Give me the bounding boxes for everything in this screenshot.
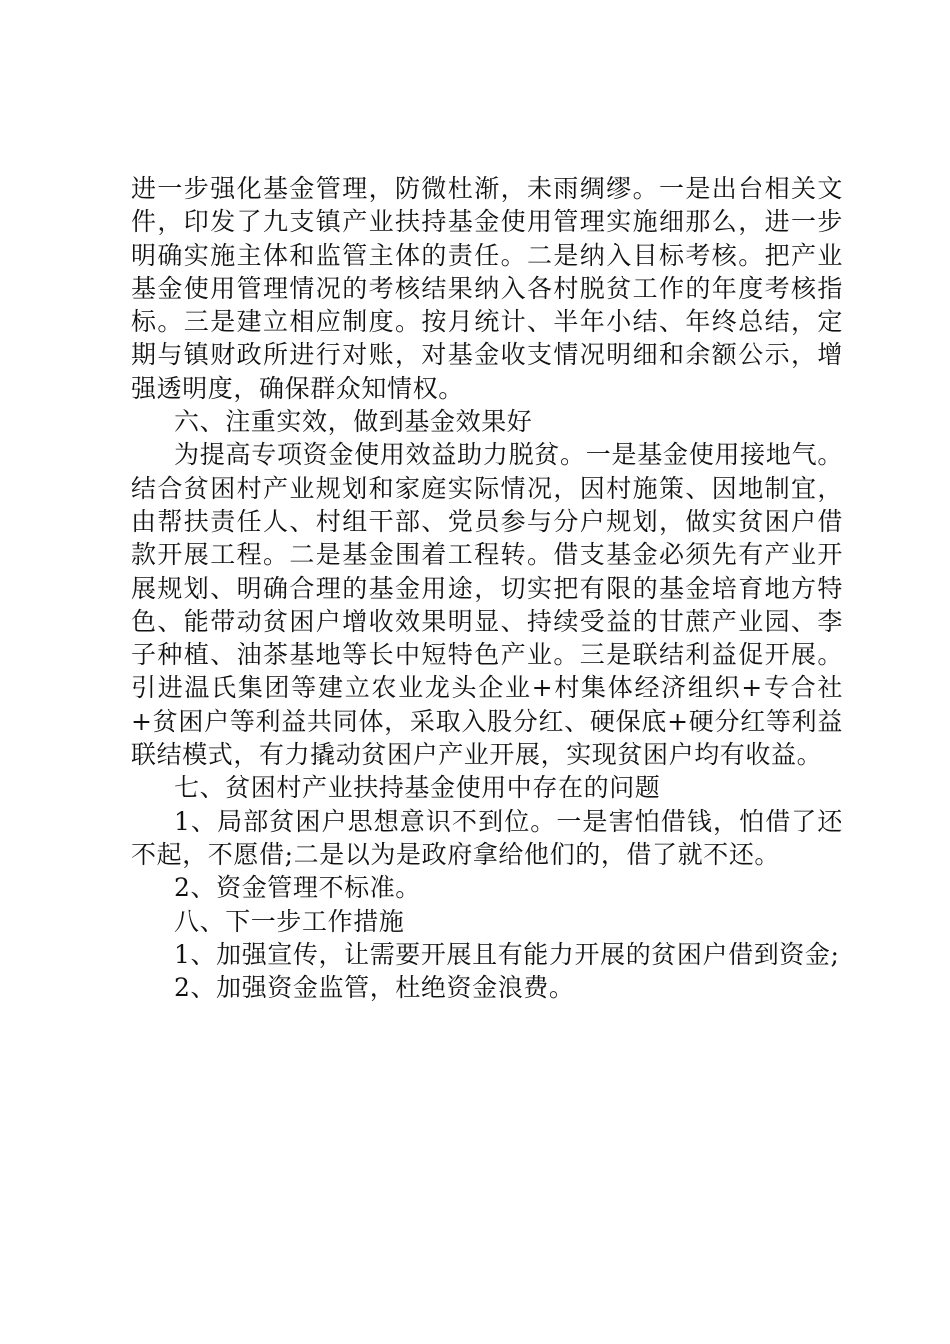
paragraph-problem-two: 2、资金管理不标准。: [174, 873, 421, 903]
heading-section-eight: 八、下一步工作措施: [174, 906, 405, 936]
paragraph-fund-management: 进一步强化基金管理，防微杜渐，未雨绸缪。一是出台相关文件，印发了九支镇产业扶持基金使用管理实施细那么，进一步明确实施主体和监管主体的责任。二是纳入目标考核。把产业基金使用管理情况的考核结果纳入各村脱贫工作的年度考核指标。三是建立相应制度。按月统计、半年小结、年终总结，定期与镇财政所进行对账，对基金收支情况明细和余额公示，增强透明度，确保群众知情权。: [131, 174, 843, 403]
paragraph-measure-one: 1、加强宣传，让需要开展且有能力开展的贫困户借到资金;: [174, 939, 840, 969]
paragraph-problem-one: 1、局部贫困户思想意识不到位。一是害怕借钱，怕借了还不起，不愿借;二是以为是政府拿给他们的，借了就不还。: [131, 806, 843, 869]
heading-section-six: 六、注重实效，做到基金效果好: [174, 407, 533, 437]
document-body: [131, 172, 843, 1004]
paragraph-fund-effectiveness: 为提高专项资金使用效益助力脱贫。一是基金使用接地气。结合贫困村产业规划和家庭实际情况，因村施策、因地制宜，由帮扶责任人、村组干部、党员参与分户规划，做实贫困户借款开展工程。二是基金围着工程转。借支基金必须先有产业开展规划、明确合理的基金用途，切实把有限的基金培育地方特色、能带动贫困户增收效果明显、持续受益的甘蔗产业园、李子种植、油茶基地等长中短特色产业。三是联结利益促开展。引进温氏集团等建立农业龙头企业+村集体经济组织+专合社+贫困户等利益共同体，采取入股分红、硬保底+硬分红等利益联结模式，有力撬动贫困户产业开展，实现贫困户均有收益。: [131, 440, 843, 770]
paragraph-measure-two: 2、加强资金监管，杜绝资金浪费。: [174, 973, 575, 1003]
heading-section-seven: 七、贫困村产业扶持基金使用中存在的问题: [174, 773, 661, 803]
